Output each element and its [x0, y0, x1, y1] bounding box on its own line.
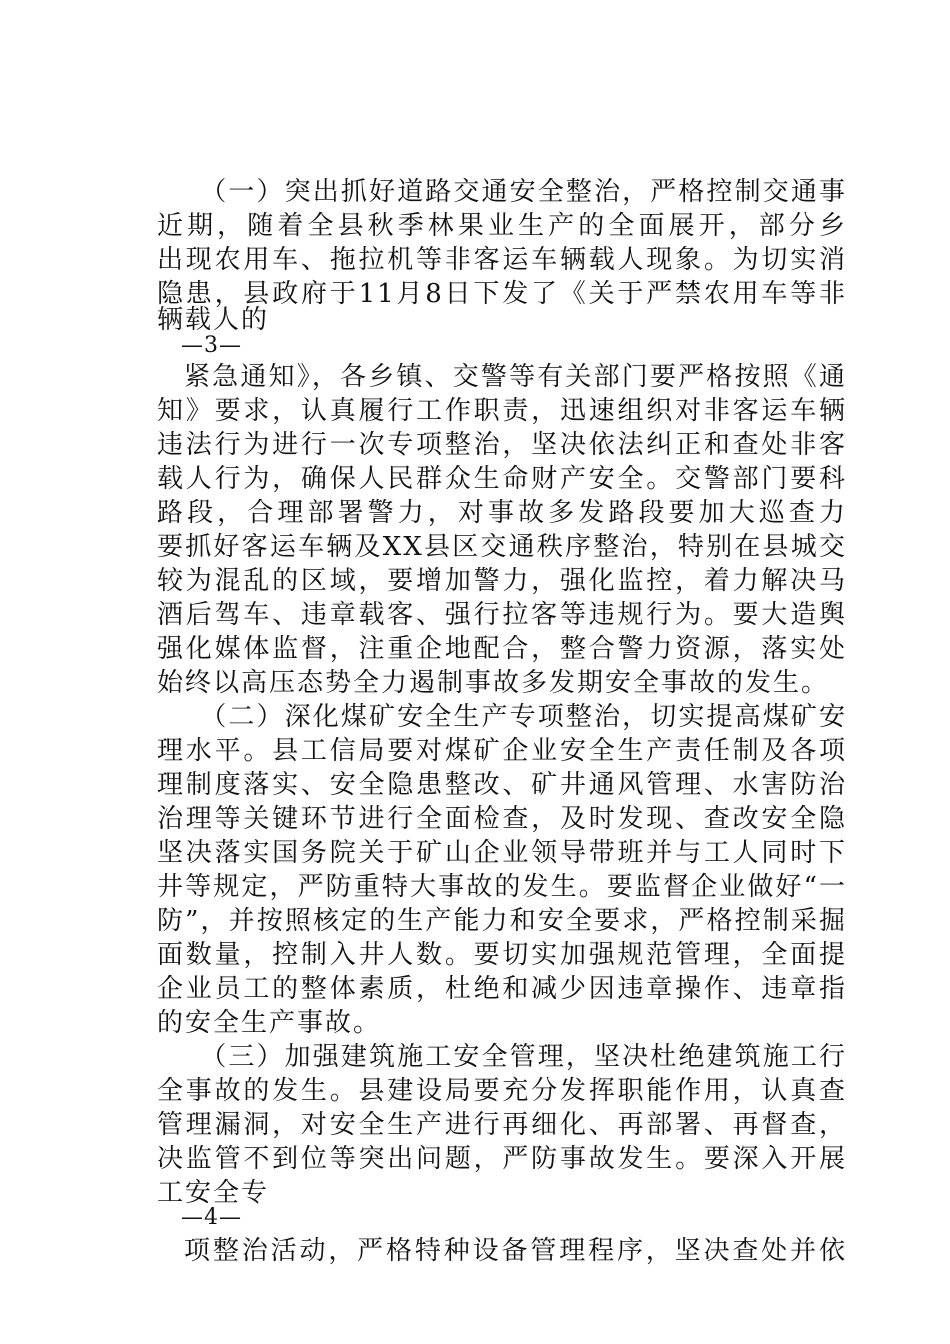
paragraph-2-line-2: 知》要求，认真履行工作职责，迅速组织对非客运车辆 [157, 396, 847, 426]
paragraph-3-line-1: （二）深化煤矿安全生产专项整治，切实提高煤矿安 [213, 702, 847, 732]
paragraph-3-line-8: 面数量，控制入井人数。要切实加强规范管理，全面提 [157, 940, 847, 970]
paragraph-1-line-4: 隐患，县政府于11月8日下发了《关于严禁农用车等非 [157, 279, 847, 309]
paragraph-4-line-5: 工安全专 [157, 1178, 270, 1208]
paragraph-2-line-8: 酒后驾车、违章载客、强行拉客等违规行为。要大造舆 [157, 600, 847, 630]
paragraph-4-line-3: 管理漏洞，对安全生产进行再细化、再部署、再督查， [157, 1110, 847, 1140]
paragraph-3-line-10: 的安全生产事故。 [157, 1008, 382, 1038]
paragraph-2-line-4: 载人行为，确保人民群众生命财产安全。交警部门要科 [157, 464, 847, 494]
paragraph-2-line-6: 要抓好客运车辆及XX县区交通秩序整治，特别在县城交 [157, 532, 847, 562]
paragraph-3-line-7: 防”，并按照核定的生产能力和安全要求，严格控制采掘 [157, 906, 847, 936]
paragraph-1-line-3: 出现农用车、拖拉机等非客运车辆载人现象。为切实消 [157, 245, 847, 275]
page-number-4: —4— [181, 1205, 242, 1230]
paragraph-2-line-10: 始终以高压态势全力遏制事故多发期安全事故的发生。 [157, 668, 830, 698]
paragraph-2-line-1: 紧急通知》，各乡镇、交警等有关部门要严格按照《通 [184, 362, 847, 392]
paragraph-1-line-2: 近期，随着全县秋季林果业生产的全面展开，部分乡 [157, 211, 847, 241]
paragraph-2-line-3: 违法行为进行一次专项整治，坚决依法纠正和查处非客 [157, 430, 847, 460]
paragraph-2-line-5: 路段，合理部署警力，对事故多发路段要加大巡查力 [157, 498, 847, 528]
paragraph-1-line-5: 辆载人的 [157, 305, 270, 335]
paragraph-3-line-9: 企业员工的整体素质，杜绝和减少因违章操作、违章指 [157, 974, 847, 1004]
paragraph-4-line-2: 全事故的发生。县建设局要充分发挥职能作用，认真查 [157, 1076, 847, 1106]
paragraph-4-line-1: （三）加强建筑施工安全管理，坚决杜绝建筑施工行 [213, 1042, 847, 1072]
paragraph-2-line-7: 较为混乱的区域，要增加警力，强化监控，着力解决马 [157, 566, 847, 596]
page-number-3: —3— [181, 333, 242, 358]
paragraph-4-line-4: 决监管不到位等突出问题，严防事故发生。要深入开展 [157, 1144, 847, 1174]
paragraph-1-line-1: （一）突出抓好道路交通安全整治，严格控制交通事 [213, 177, 847, 207]
paragraph-3-line-4: 治理等关键环节进行全面检查，及时发现、查改安全隐 [157, 804, 847, 834]
paragraph-3-line-6: 井等规定，严防重特大事故的发生。要监督企业做好“一 [157, 872, 847, 902]
paragraph-3-line-5: 坚决落实国务院关于矿山企业领导带班并与工人同时下 [157, 838, 847, 868]
paragraph-5-line-1: 项整治活动，严格特种设备管理程序，坚决查处并依 [184, 1236, 847, 1266]
paragraph-3-line-2: 理水平。县工信局要对煤矿企业安全生产责任制及各项 [157, 736, 847, 766]
paragraph-3-line-3: 理制度落实、安全隐患整改、矿井通风管理、水害防治 [157, 770, 847, 800]
paragraph-2-line-9: 强化媒体监督，注重企地配合，整合警力资源，落实处 [157, 634, 847, 664]
